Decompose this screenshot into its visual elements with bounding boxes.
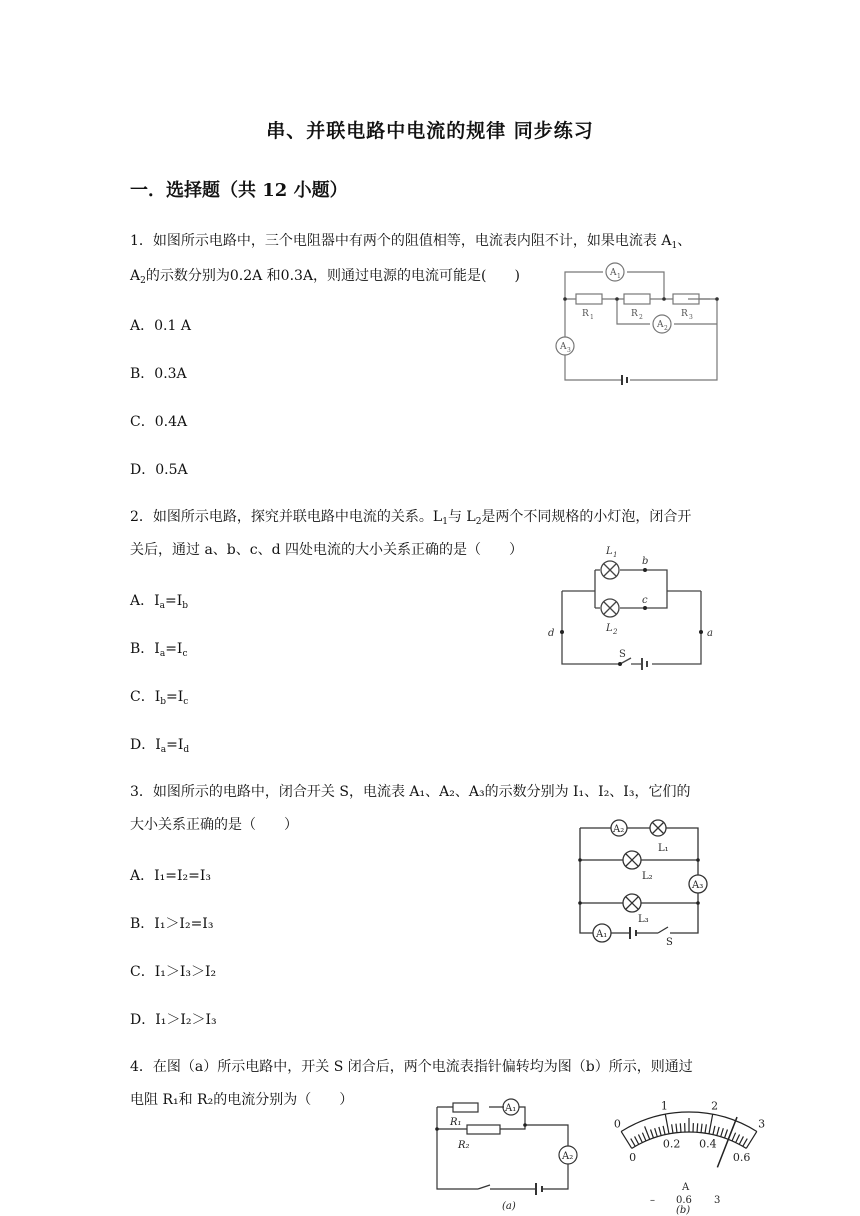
q1-stem-line2: $A_2$的示数分别为0.2A 和0.3A，则通过电源的电流可能是( ) [130, 268, 520, 286]
dial-tick [672, 1124, 673, 1133]
a1-label: A [610, 268, 617, 278]
dial-tick [732, 1133, 736, 1141]
q2-circuit-figure [540, 540, 720, 670]
inner-tick-label: 0.4 [699, 1137, 717, 1151]
r1-label: R₁ [450, 1117, 462, 1128]
page-title: 串、并联电路中电流的规律 同步练习 [266, 120, 594, 142]
unit-label: A [682, 1182, 690, 1193]
dial-tick [680, 1123, 681, 1132]
a2-label: A [657, 320, 664, 330]
dial-tick [746, 1131, 757, 1148]
dial-tick [701, 1124, 702, 1133]
l2-label: L₂ [642, 871, 653, 882]
a2-label: A₂ [613, 824, 625, 835]
q2-stem-line1: 2．如图所示电路，探究并联电路中电流的关系。$L_1$与 $L_2$是两个不同规格的小灯泡，闭合开 [130, 509, 692, 527]
q1-option-d[interactable]: D．0.5A [130, 462, 188, 478]
svg-text:2: 2 [664, 325, 668, 332]
q2-option-a[interactable]: A．$I_a=I_b$ [130, 593, 189, 611]
dial-tick [642, 1133, 646, 1141]
inner-tick-label: 0.2 [662, 1137, 681, 1151]
a3-label: A [560, 342, 567, 352]
dial-tick [655, 1128, 658, 1137]
q2-option-b[interactable]: B．$I_a=I_c$ [130, 641, 188, 659]
a2-label: A₂ [562, 1151, 574, 1162]
a-label: a [707, 628, 713, 639]
r2-label: R [631, 309, 638, 319]
dial-tick [659, 1127, 661, 1136]
svg-text:1: 1 [613, 551, 618, 559]
q1-stem-line1: 1．如图所示电路中，三个电阻器中有两个的阻值相等，电流表内阻不计，如果电流表 $A_1$、 [130, 233, 692, 251]
switch-label: S [619, 649, 626, 660]
q3-stem-line2: 大小关系正确的是（ ） [130, 817, 298, 833]
q4-ammeter-dial-b [584, 1090, 794, 1214]
q1-option-c[interactable]: C．0.4A [130, 414, 188, 430]
q2-stem-line2: 关后，通过 a、b、c、d 四处电流的大小关系正确的是（ ） [130, 542, 524, 558]
dial-tick [709, 1114, 713, 1134]
dial-tick [743, 1139, 747, 1147]
dial-tick [638, 1134, 642, 1142]
dial-tick [651, 1130, 654, 1138]
dial-tick [645, 1126, 650, 1139]
caption-b: (b) [676, 1205, 691, 1216]
outer-tick-label: 0 [613, 1117, 621, 1131]
svg-text:2: 2 [639, 314, 643, 321]
b-label: b [642, 556, 649, 567]
q3-option-b[interactable]: B．I₁＞I₂=I₃ [130, 916, 214, 932]
dial-tick [635, 1136, 639, 1144]
svg-text:3: 3 [567, 347, 571, 354]
q3-circuit-figure [570, 812, 715, 947]
switch-label: S [666, 937, 673, 948]
q1-option-a[interactable]: A．0.1 A [130, 318, 191, 334]
r1-label: R [582, 309, 589, 319]
q3-stem-line1: 3．如图所示的电路中，闭合开关 S，电流表 A₁、A₂、A₃的示数分别为 I₁、I₂、I₃，它们的 [130, 784, 691, 800]
dial-tick [725, 1130, 728, 1138]
a1-label: A₁ [505, 1103, 517, 1114]
q1-circuit-figure [550, 262, 725, 386]
l1-label: L [606, 546, 613, 557]
q4-circuit-figure-a [432, 1095, 582, 1213]
inner-tick-label: 0.6 [732, 1150, 751, 1164]
dial-tick [621, 1131, 632, 1148]
dial-tick [697, 1123, 698, 1132]
dial-tick [663, 1126, 665, 1135]
svg-text:3: 3 [689, 314, 693, 321]
caption-a: (a) [502, 1201, 516, 1212]
l2-label: L [606, 623, 613, 634]
q3-option-c[interactable]: C．I₁＞I₃＞I₂ [130, 964, 217, 980]
l3-label: L₃ [638, 914, 649, 925]
dial-tick [713, 1126, 715, 1135]
terminal-3: 3 [714, 1195, 721, 1206]
a3-label: A₃ [692, 880, 704, 891]
outer-tick-label: 3 [758, 1117, 766, 1131]
dial-tick [736, 1134, 740, 1142]
r2-label: R₂ [458, 1140, 470, 1151]
dial-tick [717, 1127, 719, 1136]
r3-label: R [681, 309, 688, 319]
outer-tick-label: 1 [660, 1099, 668, 1113]
outer-tick-label: 2 [711, 1099, 719, 1113]
q3-option-d[interactable]: D．I₁＞I₂＞I₃ [130, 1012, 217, 1028]
q4-stem-line2: 电阻 R₁和 R₂的电流分别为（ ） [130, 1092, 354, 1108]
a1-label: A₁ [596, 929, 608, 940]
dial-tick [721, 1128, 724, 1137]
svg-text:1: 1 [617, 273, 621, 280]
section-heading: 一．选择题（共 12 小题） [130, 180, 348, 201]
l1-label: L₁ [658, 843, 669, 854]
q2-option-d[interactable]: D．$I_a=I_d$ [130, 737, 190, 755]
dial-tick [676, 1124, 677, 1133]
d-label: d [548, 628, 555, 639]
inner-tick-label: 0 [629, 1150, 637, 1164]
q1-option-b[interactable]: B．0.3A [130, 366, 187, 382]
dial-tick [665, 1114, 669, 1134]
terminal-0-6: 0.6 [676, 1195, 692, 1206]
q4-stem-line1: 4．在图（a）所示电路中，开关 S 闭合后，两个电流表指针偏转均为图（b）所示，则通过 [130, 1059, 693, 1075]
dial-tick [705, 1124, 706, 1133]
c-label: c [642, 595, 648, 606]
dial-tick [739, 1136, 743, 1144]
svg-text:2: 2 [613, 628, 618, 636]
terminal-minus: – [650, 1195, 655, 1206]
q3-option-a[interactable]: A．I₁=I₂=I₃ [130, 868, 211, 884]
svg-text:1: 1 [590, 314, 594, 321]
q2-option-c[interactable]: C．$I_b=I_c$ [130, 689, 189, 707]
dial-tick [631, 1139, 635, 1147]
